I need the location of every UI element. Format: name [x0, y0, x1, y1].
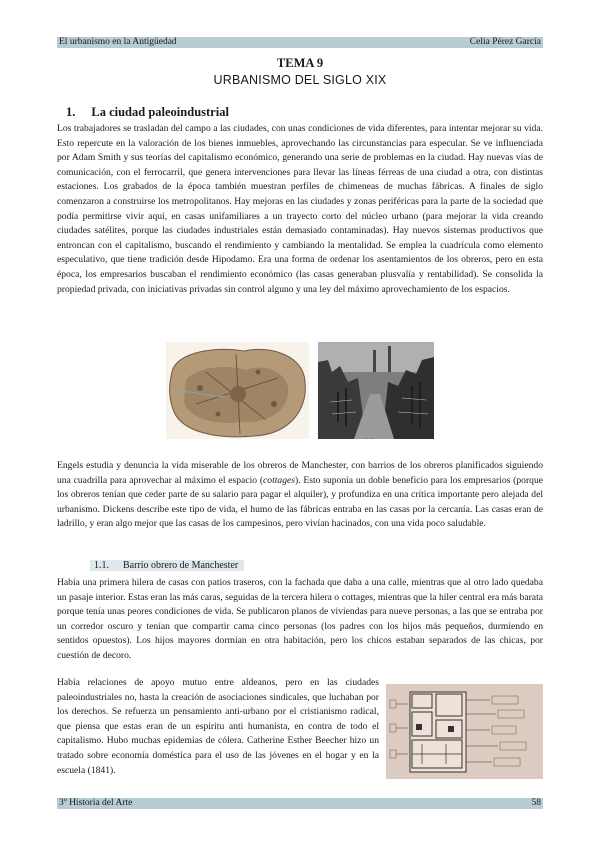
housing-plan-diagram: [386, 684, 543, 779]
subsection-title: Barrio obrero de Manchester: [123, 560, 239, 571]
subsection-heading: [90, 560, 244, 571]
footer-course: 3º Historia del Arte: [59, 798, 133, 808]
section-number: 1.: [66, 105, 76, 119]
page-footer: [57, 798, 543, 809]
header-author: Celia Pérez García: [469, 37, 541, 47]
paragraph-paleoindustrial: Los trabajadores se trasladan del campo a las ciudades, con unas condiciones de vida diferentes, para intentar mejorar su vida. Esto repercute en la valoración de los bienes inmuebles, aprovechando las circunstancias para especular. Se ve influenciada por Adam Smith y sus teorías del capitalismo económico, generando una serie de problemas en la ciudad. Hay nuevas vías de comunicación, con el ferrocarril, que genera intervenciones para llevar las líneas férreas de una ciudad a otra, con distintas estaciones. Los grabados de la época también muestran perfiles de chimeneas de muchas fábricas. A finales de siglo comenzaron a construirse los metropolitanos. Hay mejoras en las ciudades y zonas periféricas para la parte de la sociedad que podía permitirse vivir aquí, en casas unifamiliares a un trayecto corto del núcleo urbano (para mejorar la vida creando ciudades satélites, porque las ciudades industriales están demasiado contaminadas). Hay nuevos sistemas productivos que entroncan con el capitalismo, buscando el rendimiento y cambiando la mentalidad. Se emplea la cuadrícula como elemento especulativo, que tiene tradición desde Hipodamo. Era una forma de ordenar los asentamientos de los obreros, pero en esta época, los empresarios buscaban el rendimiento económico (las casas generaban plusvalía y rentabilidad). Se consolida la propiedad privada, con iniciativas privadas sin control alguno y una ley del máximo aprovechamiento de los espacios.: [57, 123, 543, 295]
paragraph-relaciones: Había relaciones de apoyo mutuo entre aldeanos, pero en las ciudades paleoindustriales no, hasta la creación de asociaciones sindicales, que luchaban por los derechos. Se refuerza un pensamiento anti-urbano por el cristianismo radical, que piensa que estas eran de un espíritu anti humanista, en contra de todo el capitalismo. Hubo muchas epidemias de cólera. Catherine Esther Beecher hizo un tratado sobre economía doméstica para el uso de las jóvenes en el hogar y en la escuela (1841).: [57, 677, 379, 776]
paragraph-manchester: Había una primera hilera de casas con patios traseros, con la fachada que daba a una calle, mientras que al otro lado quedaba un pasaje interior. Estas eran las más caras, seguidas de la tercera hilera o cottages, mientras que la hiler central era más barata porque tenía unas peores condiciones de vida. Se publicaron planos de viviendas para nueve personas, a las que se entraba por un corredor oscuro y tenían que compartir cama cinco personas (los padres con los hijos más pequeños, durmiendo en sentidos opuestos). Los hijos mayores dormían en otra habitación, pero los chicos estaban separados de las chicas, por cuestión de decoro.: [57, 577, 543, 661]
section-heading: [66, 105, 229, 120]
engels-text-start: Engels estudia y denuncia la vida miserable de los obreros de Manchester, con barrios de los obreros planificados siguiendo una cuadrilla para aprovechar al máximo el espacio (: [57, 460, 543, 486]
page-number: 58: [531, 798, 541, 808]
industrial-street-engraving: [318, 342, 434, 439]
section-title: La ciudad paleoindustrial: [91, 105, 229, 119]
cottages-term: cottages: [263, 474, 295, 486]
tema-title: TEMA 9: [276, 56, 324, 70]
paragraph-engels: [57, 459, 543, 532]
page-header: [57, 37, 543, 48]
city-map-engraving: [166, 342, 309, 439]
subsection-number: 1.1.: [94, 560, 109, 571]
engels-text-end: ). Esto suponía un doble beneficio para los empresarios (porque los obreros tenían que ceder parte de su salario para pagar el alquiler), y profundiza en una crítica importante pero alejada del urbanismo. Dickens describe este tipo de vida, el humo de las fábricas entraba en las casas por la cercanía. Las casas eran de ladrillo, y eran algo mejor que las casas de los campesinos, pero vivían hacinados, con una vida poco saludable.: [57, 474, 543, 530]
header-course-title: El urbanismo en la Antigüedad: [59, 37, 177, 47]
engraving-caption: — —: [364, 436, 374, 441]
tema-subtitle: URBANISMO DEL SIGLO XIX: [213, 73, 387, 87]
